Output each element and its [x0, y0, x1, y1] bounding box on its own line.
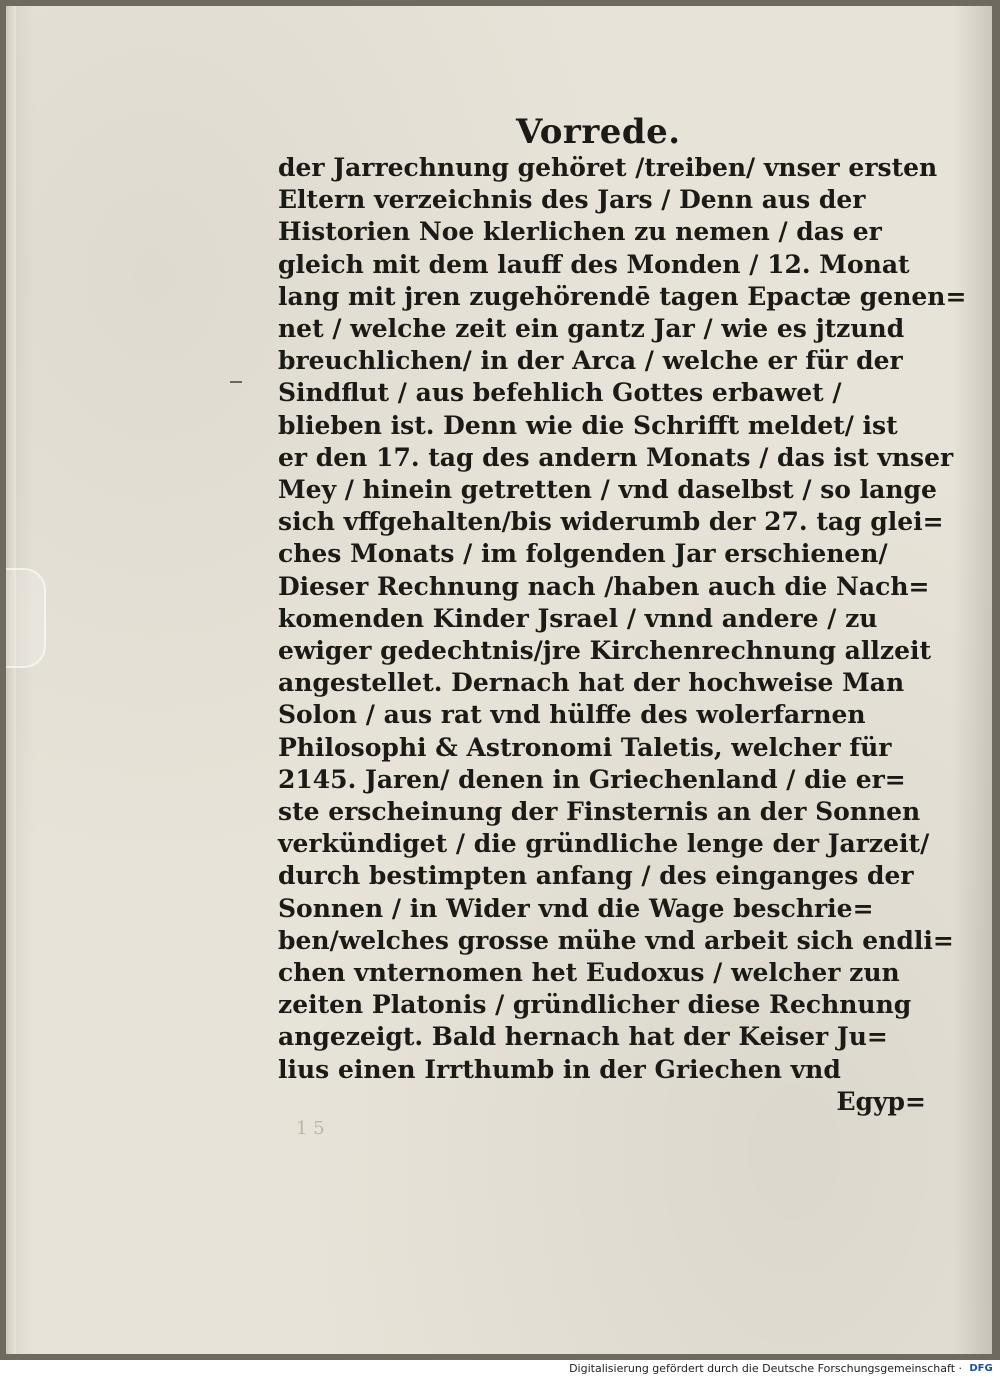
text-line: Sonnen / in Wider vnd die Wage beschrie=	[278, 893, 874, 923]
footer-credit: Digitalisierung gefördert durch die Deutsche Forschungsgemeinschaft ·	[569, 1362, 962, 1375]
text-line: breuchlichen/ in der Arca / welche er für der	[278, 346, 903, 376]
text-line: Eltern verzeichnis des Jars / Denn aus der	[278, 185, 866, 215]
text-line: zeiten Platonis / gründlicher diese Rechnung	[278, 990, 912, 1020]
text-line: angezeigt. Bald hernach hat der Keiser Ju=	[278, 1022, 888, 1052]
text-line: er den 17. tag des andern Monats / das ist vnser	[278, 442, 954, 472]
margin-dash-mark	[230, 381, 242, 383]
page-clip-shadow	[6, 568, 46, 668]
faint-page-mark: 1 5	[296, 1118, 325, 1139]
text-line: ste erscheinung der Finsternis an der Sonnen	[278, 797, 921, 827]
text-line: ches Monats / im folgenden Jar erschienen/	[278, 539, 888, 569]
text-line: durch bestimpten anfang / des einganges der	[278, 861, 914, 891]
text-line: Historien Noe klerlichen zu nemen / das er	[278, 217, 882, 247]
text-line: gleich mit dem lauff des Monden / 12. Monat	[278, 249, 910, 279]
footer-bar	[0, 1360, 1000, 1379]
text-line: chen vnternomen het Eudoxus / welcher zun	[278, 958, 900, 988]
body-text	[278, 152, 967, 1118]
text-line: ben/welches grosse mühe vnd arbeit sich endli=	[278, 925, 954, 955]
text-line: Mey / hinein getretten / vnd daselbst / so lange	[278, 475, 937, 505]
text-line: ewiger gedechtnis/jre Kirchenrechnung allzeit	[278, 636, 932, 666]
text-line: lius einen Irrthumb in der Griechen vnd	[278, 1054, 841, 1084]
text-line: Solon / aus rat vnd hülffe des wolerfarnen	[278, 700, 866, 730]
text-line: verkündiget / die gründliche lenge der Jarzeit/	[278, 829, 930, 859]
dfg-logo: DFG	[969, 1363, 993, 1374]
text-line: lang mit jren zugehörendē tagen Epactæ genen=	[278, 281, 967, 311]
text-line: 2145. Jaren/ denen in Griechenland / die er=	[278, 764, 906, 794]
text-line: Philosophi & Astronomi Taletis, welcher für	[278, 732, 892, 762]
text-line: Sindflut / aus befehlich Gottes erbawet /	[278, 378, 842, 408]
running-header: Vorrede.	[516, 112, 681, 152]
text-line: blieben ist. Denn wie die Schrifft meldet/ ist	[278, 410, 898, 440]
catchword: Egyp=	[836, 1086, 926, 1116]
page-gutter-edge	[6, 6, 16, 1354]
text-line: net / welche zeit ein gantz Jar / wie es jtzund	[278, 314, 905, 344]
text-line: der Jarrechnung gehöret /treiben/ vnser ersten	[278, 153, 938, 182]
text-line: angestellet. Dernach hat der hochweise Man	[278, 668, 905, 698]
text-line: Dieser Rechnung nach /haben auch die Nach=	[278, 571, 930, 601]
text-line: komenden Kinder Jsrael / vnnd andere / zu	[278, 603, 878, 633]
text-line: sich vffgehalten/bis widerumb der 27. tag glei=	[278, 507, 944, 537]
